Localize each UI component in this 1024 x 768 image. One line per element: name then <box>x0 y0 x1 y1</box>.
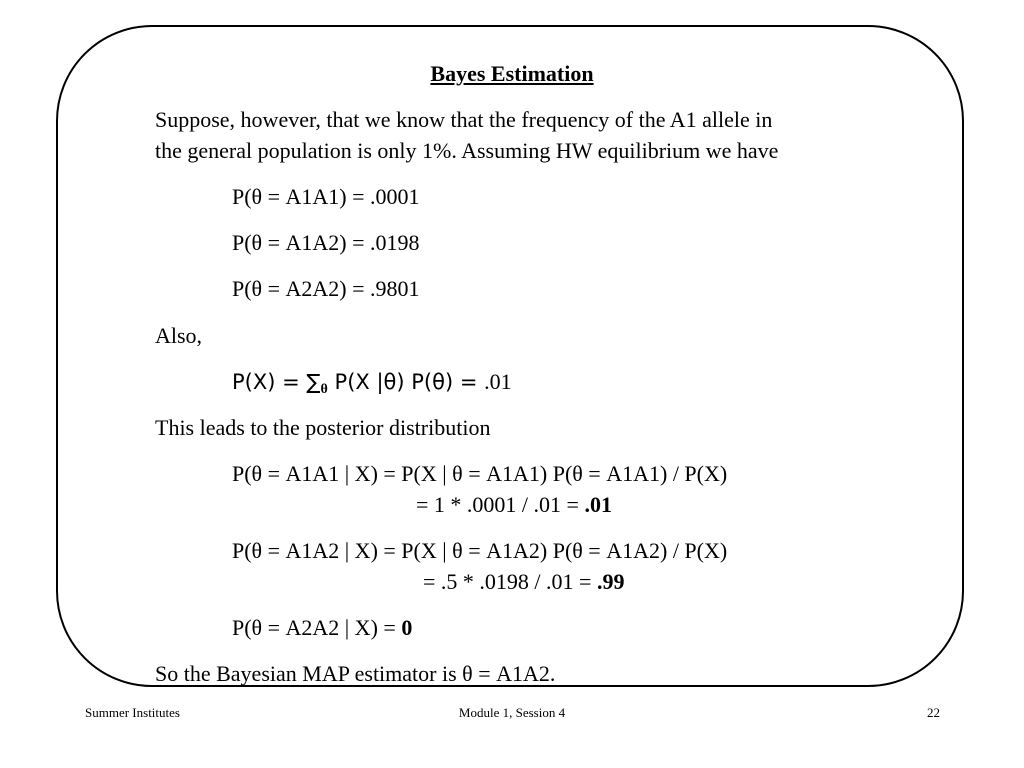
marginal-value: .01 <box>484 369 512 394</box>
posterior-a1a2-line1: P(θ = A1A2 | X) = P(X | θ = A1A2) P(θ = A1A2) / P(X) <box>232 538 728 563</box>
also-label: Also, <box>155 323 203 348</box>
prior-a1a1: P(θ = A1A1) = .0001 <box>232 184 420 209</box>
posterior-a2a2-value: 0 <box>401 615 413 640</box>
prior-a1a2: P(θ = A1A2) = .0198 <box>232 230 420 255</box>
prior-a2a2: P(θ = A2A2) = .9801 <box>232 276 420 301</box>
posterior-a1a2-calc: = .5 * .0198 / .01 = <box>423 569 597 594</box>
sum-symbol: ∑ <box>306 370 321 394</box>
posterior-a1a1-line1: P(θ = A1A1 | X) = P(X | θ = A1A1) P(θ = A1A1) / P(X) <box>232 461 728 486</box>
intro-line-2: the general population is only 1%. Assuming HW equilibrium we have <box>155 138 779 163</box>
posterior-intro: This leads to the posterior distribution <box>155 415 491 440</box>
marginal-lhs: P(X) = <box>232 370 307 394</box>
posterior-a1a1-line2 <box>416 493 612 517</box>
conclusion: So the Bayesian MAP estimator is θ = A1A2. <box>155 661 556 686</box>
posterior-a1a2-value: .99 <box>596 569 625 594</box>
posterior-a2a2-expr: P(θ = A2A2 | X) = <box>232 615 402 640</box>
posterior-a2a2-line <box>232 616 412 640</box>
posterior-a1a1-calc: = 1 * .0001 / .01 = <box>416 492 585 517</box>
footer-center: Module 1, Session 4 <box>458 705 566 720</box>
sum-subscript: θ <box>320 382 328 397</box>
marginal-equation <box>232 370 512 398</box>
posterior-a1a2-line2 <box>423 570 624 594</box>
footer-left: Summer Institutes <box>85 705 180 720</box>
page-number: 22 <box>927 705 940 720</box>
intro-line-1: Suppose, however, that we know that the frequency of the A1 allele in <box>155 107 773 132</box>
marginal-rhs: P(X |θ) P(θ) = <box>327 370 485 394</box>
posterior-a1a1-value: .01 <box>584 492 612 517</box>
slide-title: Bayes Estimation <box>430 61 594 86</box>
